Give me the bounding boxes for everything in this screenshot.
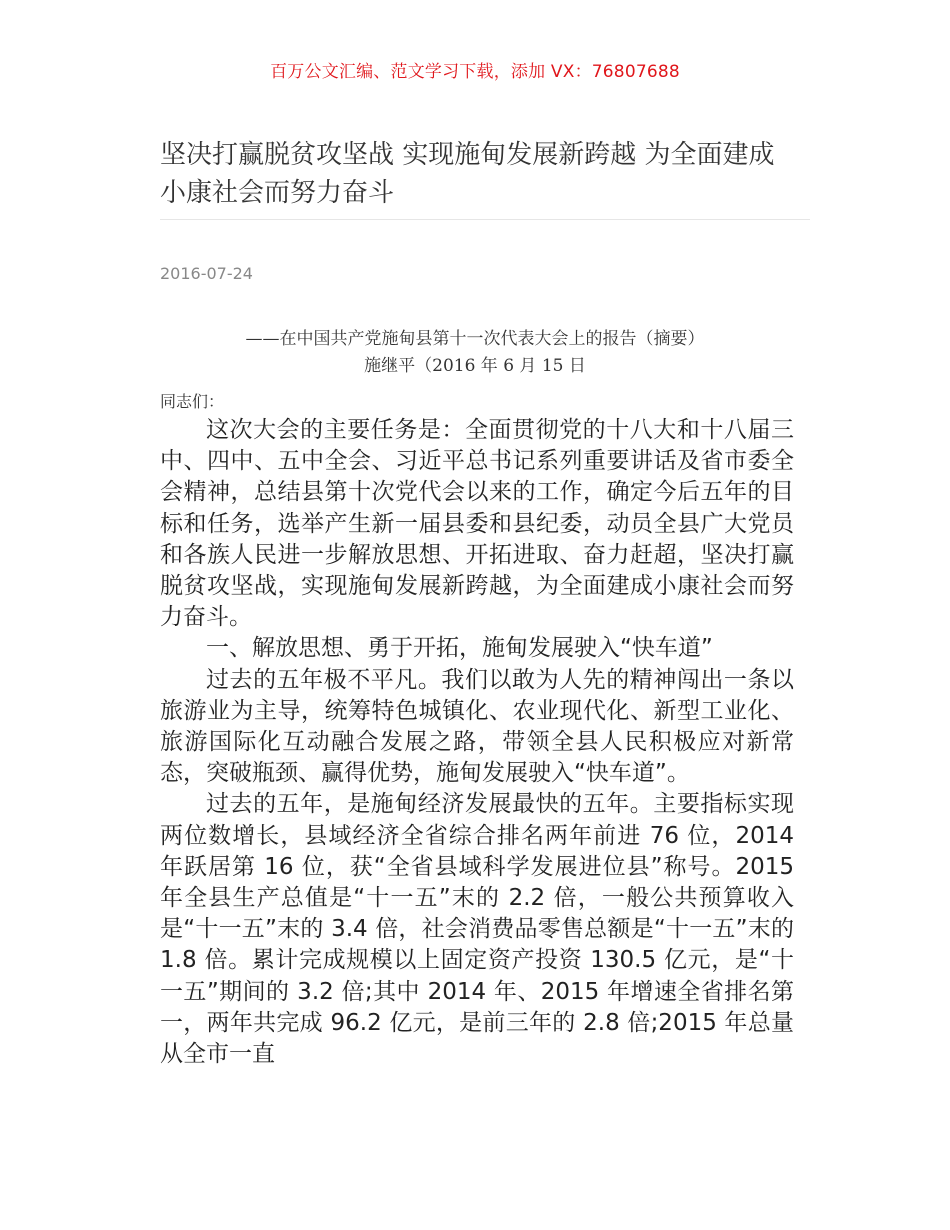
body-paragraph-3: 过去的五年，是施甸经济发展最快的五年。主要指标实现两位数增长，县域经济全省综合排名两年前进 76 位，2014 年跃居第 16 位，获“全省县域科学发展进位县”称号。2015 年全县生产总值是“十一五”末的 2.2 倍，一般公共预算收入是“十一五”末的 3.4 倍，社会消费品零售总额是“十一五”末的 1.8 倍。累计完成规模以上固定资产投资 130.5 亿元，是“十一五”期间的 3.2 倍;其中 2014 年、2015 年增速全省排名第一，两年共完成 96.2 亿元，是前三年的 2.8 倍;2015 年总量从全市一直 <box>160 791 794 1068</box>
watermark-contact-banner: 百万公文汇编、范文学习下载，添加 VX：76807688 <box>270 62 680 82</box>
article-body <box>160 415 794 1070</box>
publish-date: 2016-07-24 <box>160 264 253 283</box>
section-heading-1: 一、解放思想、勇于开拓，施甸发展驶入“快车道” <box>206 635 713 662</box>
report-subtitle <box>160 326 790 380</box>
salutation: 同志们： <box>160 392 225 411</box>
article-title: 坚决打赢脱贫攻坚战 实现施甸发展新跨越 为全面建成小康社会而努力奋斗 <box>160 140 775 208</box>
subtitle-line-2: 施继平（2016 年 6 月 15 日 <box>364 356 586 376</box>
body-paragraph-1: 这次大会的主要任务是：全面贯彻党的十八大和十八届三中、四中、五中全会、习近平总书记系列重要讲话及省市委全会精神，总结县第十次党代会以来的工作，确定今后五年的目标和任务，选举产生新一届县委和县纪委，动员全县广大党员和各族人民进一步解放思想、开拓进取、奋力赶超，坚决打赢脱贫攻坚战，实现施甸发展新跨越，为全面建成小康社会而努力奋斗。 <box>160 417 794 631</box>
body-paragraph-2: 过去的五年极不平凡。我们以敢为人先的精神闯出一条以旅游业为主导，统筹特色城镇化、农业现代化、新型工业化、旅游国际化互动融合发展之路，带领全县人民积极应对新常态，突破瓶颈、赢得优势，施甸发展驶入“快车道”。 <box>160 666 794 787</box>
subtitle-line-1: ——在中国共产党施甸县第十一次代表大会上的报告（摘要） <box>245 329 705 349</box>
title-divider <box>160 219 810 220</box>
